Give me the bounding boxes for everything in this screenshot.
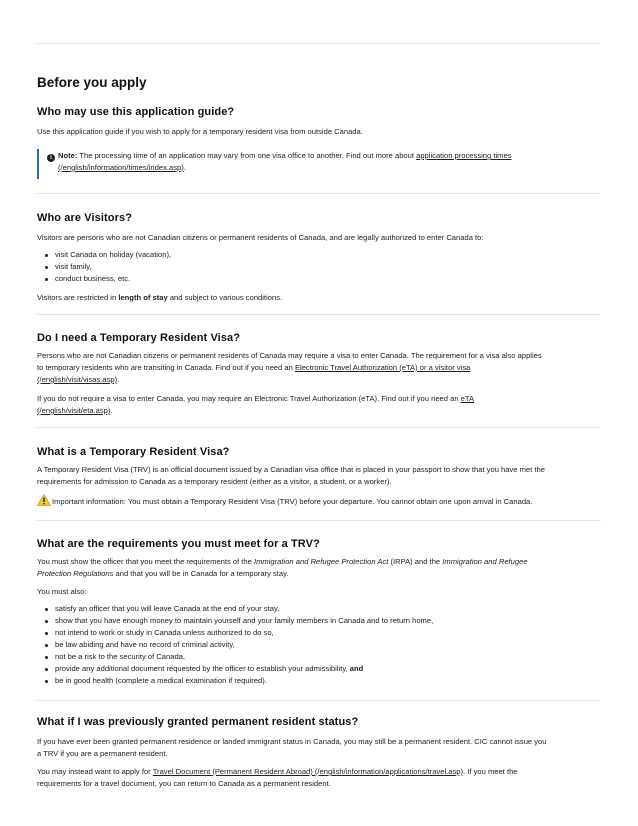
text: (IRPA) and the [390, 557, 441, 566]
list-item: show that you have enough money to maintain yourself and your family members in Canada and to return home, [55, 615, 601, 627]
paragraph-line: If you have ever been granted permanent residence or landed immigrant status in Canada, you may still be a permanent resident. CIC cannot issue you [37, 737, 547, 746]
bold-text: length of stay [118, 293, 168, 302]
visas-url-link[interactable]: (/english/visit/visas.asp) [37, 375, 118, 384]
warning-triangle-icon [37, 494, 51, 506]
paragraph-line: requirements for admission to Canada as a temporary resident (either as a visitor, a student, or a worker). [37, 477, 392, 486]
divider [37, 427, 601, 428]
note-accent-bar [37, 149, 39, 179]
info-circle-icon: i [47, 154, 55, 162]
page-title: Before you apply [37, 75, 147, 90]
text: provide any additional document requested by the officer to establish your admissibility, [55, 664, 348, 673]
section-body [37, 556, 601, 580]
important-notice [37, 494, 601, 508]
list-item: conduct business, etc. [55, 273, 601, 285]
eta-or-visa-link[interactable]: Electronic Travel Authorization (eTA) or a visitor visa [294, 363, 471, 372]
list-item [55, 663, 601, 675]
section-visitors [37, 211, 601, 225]
divider [37, 314, 601, 315]
section-body [37, 766, 601, 790]
section-heading: Who may use this application guide? [37, 106, 235, 118]
text: to temporary residents who are transiting in Canada. Find out if you need an [37, 363, 293, 372]
text: You may instead want to apply for [37, 767, 151, 776]
note-label: Note: [58, 151, 78, 160]
section-heading: What are the requirements you must meet for a TRV? [37, 538, 320, 550]
text: You must show the officer that you meet the requirements of the [37, 557, 252, 566]
paragraph [37, 292, 601, 304]
section-heading: What if I was previously granted permanent resident status? [37, 716, 359, 728]
paragraph: Visitors are persons who are not Canadian citizens or permanent residents of Canada, and are legally authorized to enter Canada to: [37, 233, 484, 242]
punctuation: . [183, 163, 186, 172]
paragraph-line: a TRV if you are a permanent resident. [37, 749, 168, 758]
section-body [37, 350, 601, 386]
list-item: be law abiding and have no record of criminal activity, [55, 639, 601, 651]
section-requirements [37, 537, 601, 551]
list-item: be in good health (complete a medical examination if required). [55, 675, 601, 687]
section-need-visa [37, 331, 601, 345]
paragraph-line: requirements for a travel document, you can return to Canada as a permanent resident. [37, 779, 331, 788]
section-body [37, 393, 601, 417]
italic-text: Protection Regulations [37, 569, 114, 578]
note-content [47, 150, 587, 174]
paragraph: Use this application guide if you wish to apply for a temporary resident visa from outside Canada. [37, 127, 363, 136]
list-item: not be a risk to the security of Canada, [55, 651, 601, 663]
list-item: satisfy an officer that you will leave Canada at the end of your stay, [55, 603, 601, 615]
eta-link[interactable]: eTA [460, 394, 475, 403]
paragraph: You must also: [37, 587, 87, 596]
section-who-may-use [37, 105, 601, 119]
section-body [37, 586, 601, 598]
section-body [37, 736, 601, 760]
travel-document-link[interactable]: Travel Document (Permanent Resident Abroad) (/english/information/applications/travel.asp) [152, 767, 464, 776]
section-body [37, 464, 601, 488]
section-body [37, 292, 601, 304]
visitor-list [37, 249, 601, 285]
punctuation: . [117, 375, 120, 384]
text: and that you will be in Canada for a temporary stay. [115, 569, 289, 578]
page-title-block [37, 75, 601, 91]
text: Visitors are restricted in [37, 293, 117, 302]
paragraph-line: Persons who are not Canadian citizens or permanent residents of Canada may require a visa to enter Canada. The requirement for a visa also applies [37, 351, 542, 360]
text: . If you meet the [463, 767, 518, 776]
section-body [37, 126, 601, 138]
section-permanent-resident [37, 715, 601, 729]
divider [37, 43, 601, 44]
section-body [37, 232, 601, 244]
divider [37, 193, 601, 194]
requirements-list [37, 603, 601, 687]
list-item: visit Canada on holiday (vacation), [55, 249, 601, 261]
text: and subject to various conditions. [169, 293, 283, 302]
section-heading: What is a Temporary Resident Visa? [37, 446, 230, 458]
section-heading: Who are Visitors? [37, 212, 133, 224]
eta-url-link[interactable]: (/english/visit/eta.asp) [37, 406, 111, 415]
list-item: not intend to work or study in Canada unless authorized to do so, [55, 627, 601, 639]
paragraph-line: A Temporary Resident Visa (TRV) is an official document issued by a Canadian visa office that is placed in your passport to show that you have met the [37, 465, 545, 474]
italic-text: Immigration and Refugee Protection Act [253, 557, 389, 566]
processing-times-link[interactable]: application processing times [416, 151, 512, 160]
list-item: visit family, [55, 261, 601, 273]
important-text: Important information: You must obtain a Temporary Resident Visa (TRV) before your departure. You cannot obtain one upon arrival in Canada. [52, 497, 533, 506]
divider [37, 520, 601, 521]
note-text: The processing time of an application may vary from one visa office to another. Find out more about [79, 151, 414, 160]
bold-text: and [349, 664, 364, 673]
section-heading: Do I need a Temporary Resident Visa? [37, 332, 241, 344]
section-what-is-trv [37, 445, 601, 459]
divider [37, 700, 601, 701]
processing-times-url-link[interactable]: (/english/information/times/index.asp) [58, 163, 184, 172]
punctuation: . [110, 406, 113, 415]
italic-text: Immigration and Refugee [442, 557, 528, 566]
text: If you do not require a visa to enter Canada, you may require an Electronic Travel Authorization (eTA). Find out if you need an [37, 394, 459, 403]
